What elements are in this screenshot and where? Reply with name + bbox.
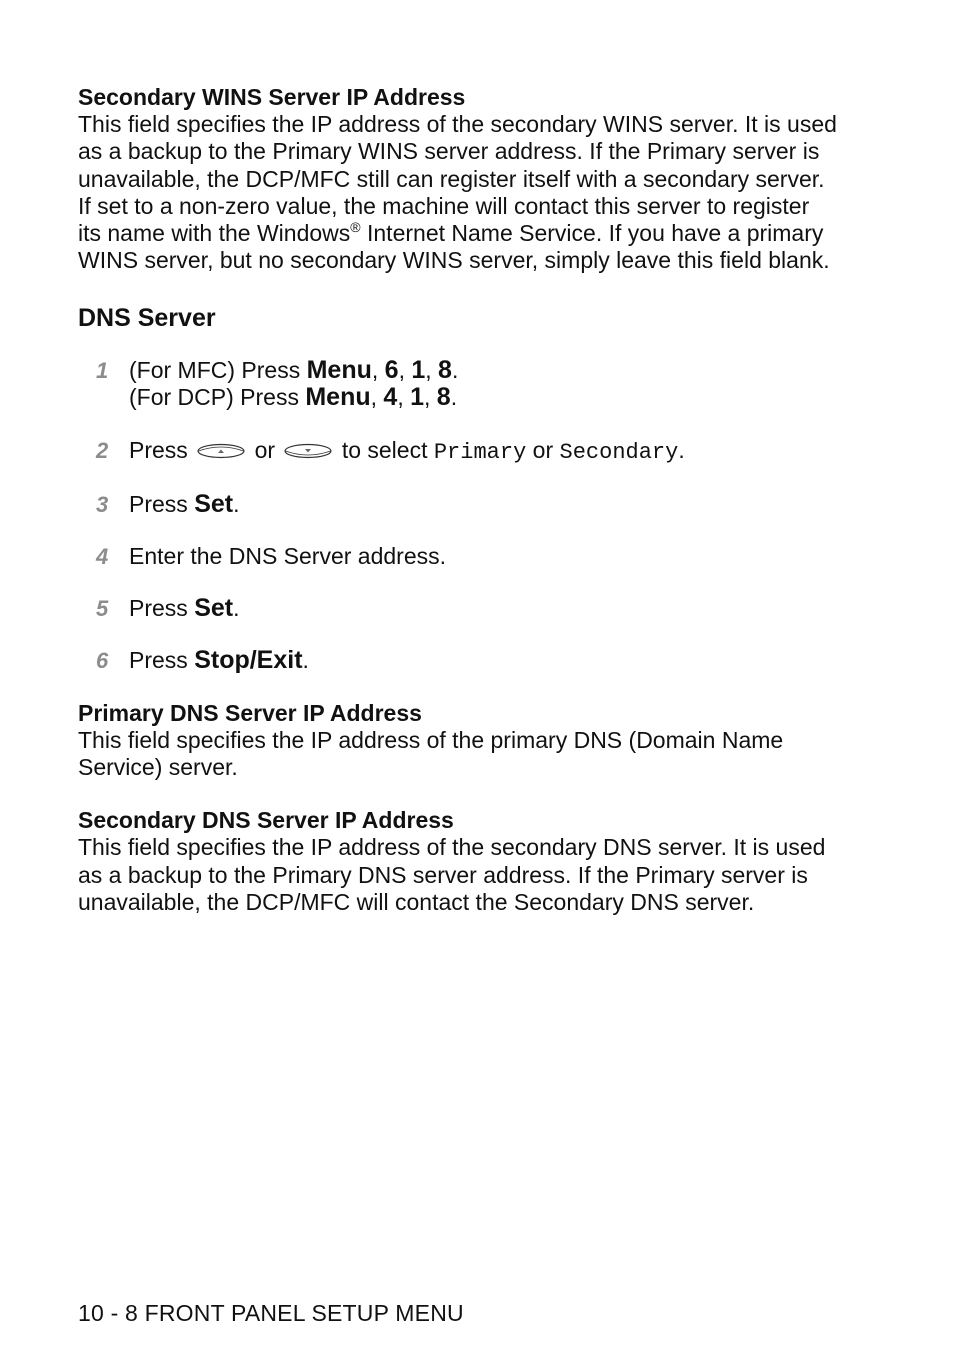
dns-server-heading: DNS Server — [78, 303, 216, 332]
option-secondary: Secondary — [559, 439, 679, 465]
key-8: 8 — [438, 355, 452, 384]
down-arrow-key-icon — [284, 438, 332, 465]
step-number: 5 — [96, 595, 109, 621]
secondary-dns-paragraph: This field specifies the IP address of the secondary DNS server. It is used as a backup to the Primary DNS server address. If the Primary server is unavailable, the DCP/MFC will contact the Secondary DNS server. — [78, 834, 826, 915]
secondary-wins-heading: Secondary WINS Server IP Address — [78, 84, 466, 110]
step-number: 3 — [96, 491, 109, 517]
secondary-wins-text: This field specifies the IP address of the secondary WINS server. It is used as a backup to the Primary WINS server address. If the Primary server is unavailable, the DCP/MFC still can register itself with a secondary server. If set to a non-zero value, the machine will contact this server to register its name with the Windows — [78, 111, 837, 247]
primary-dns-paragraph: This field specifies the IP address of the primary DNS (Domain Name Service) server. — [78, 726, 784, 781]
step-5: 5 Press Set. — [96, 593, 240, 622]
step-1 — [78, 357, 838, 411]
key-6: 6 — [384, 355, 399, 384]
step-number: 2 — [96, 437, 109, 463]
page-footer: 10 - 8 FRONT PANEL SETUP MENU — [78, 1300, 464, 1326]
secondary-wins-text-end: Internet Name Service. If you have a primary WINS server, but no secondary WINS server, simply leave this field blank. — [78, 220, 830, 274]
step-number: 4 — [96, 543, 109, 569]
page-content — [78, 84, 838, 916]
step-3: 3 Press Set. — [96, 489, 240, 518]
step-number: 6 — [96, 647, 109, 673]
menu-key: Menu — [305, 382, 371, 411]
step-6: 6 Press Stop/Exit. — [96, 645, 309, 674]
key-1: 1 — [411, 355, 426, 384]
dns-steps-list — [78, 357, 838, 674]
step-4: 4 Enter the DNS Server address. — [96, 542, 447, 569]
step-2: 2 Press or to select Primary or Secondary. — [96, 436, 685, 465]
key-8: 8 — [436, 382, 451, 411]
key-1: 1 — [410, 382, 424, 411]
secondary-dns-heading: Secondary DNS Server IP Address — [78, 807, 454, 834]
step-number: 1 — [96, 357, 109, 383]
up-arrow-key-icon — [197, 438, 245, 465]
stop-exit-key: Stop/Exit — [194, 645, 303, 674]
set-key: Set — [194, 489, 234, 518]
secondary-wins-paragraph — [78, 111, 838, 275]
step-1-line-mfc: (For MFC) Press Menu, 6, 1, 8. — [129, 355, 459, 384]
step-1-line-dcp: (For DCP) Press Menu, 4, 1, 8. — [129, 382, 458, 411]
registered-mark: ® — [350, 219, 361, 236]
option-primary: Primary — [433, 439, 527, 465]
primary-dns-heading: Primary DNS Server IP Address — [78, 699, 422, 726]
set-key: Set — [194, 593, 234, 622]
key-4: 4 — [383, 382, 398, 411]
menu-key: Menu — [306, 355, 372, 384]
